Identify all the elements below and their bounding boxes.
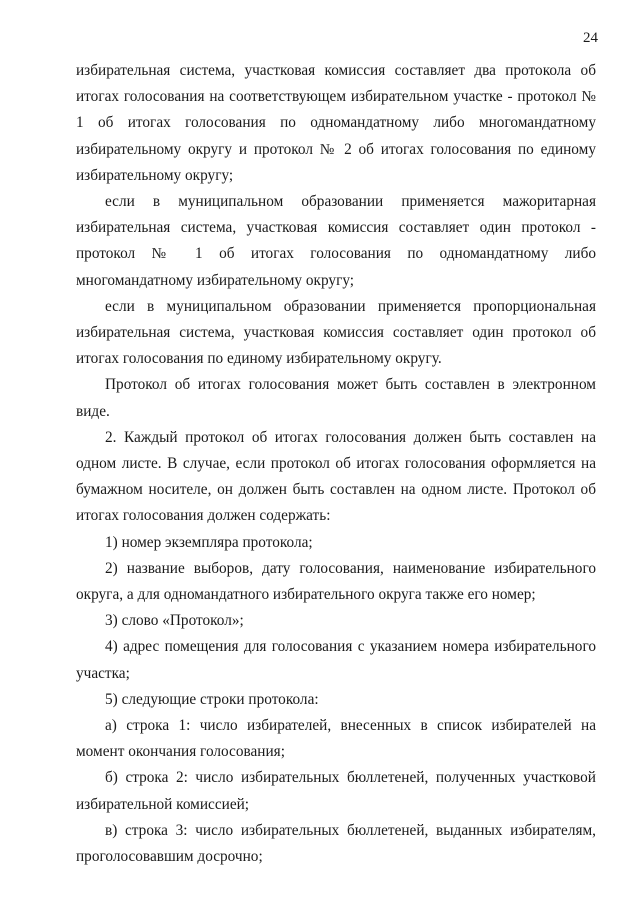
document-body [76, 58, 596, 870]
paragraph-3: если в муниципальном образовании применяется пропорциональная избирательная система, участковая комиссия составляет один протокол об итогах голосования по единому избирательному округу. [76, 297, 596, 368]
paragraph-2: если в муниципальном образовании применяется мажоритарная избирательная система, участковая комиссия составляет один протокол - протокол № 1 об итогах голосования по одномандатному либо многомандатному избирательному округу; [76, 193, 596, 289]
page-number: 24 [583, 30, 598, 46]
list-item-4: 4) адрес помещения для голосования с указанием номера избирательного участка; [76, 638, 596, 682]
list-item-2: 2) название выборов, дату голосования, наименование избирательного округа, а для одномандатного избирательного округа также его номер; [76, 559, 596, 604]
sub-item-a: а) строка 1: число избирателей, внесенных в список избирателей на момент окончания голосования; [76, 717, 596, 761]
list-item-1: 1) номер экземпляра протокола; [105, 533, 313, 551]
paragraph-5: 2. Каждый протокол об итогах голосования должен быть составлен на одном листе. В случае, если протокол об итогах голосования оформляется на бумажном носителе, он должен быть составлен на одном листе. Протокол об итогах голосования должен содержать: [76, 428, 596, 525]
paragraph-4: Протокол об итогах голосования может быть составлен в электронном виде. [76, 376, 596, 420]
paragraph-1: избирательная система, участковая комиссия составляет два протокола об итогах голосования на соответствующем избирательном участке - протокол № 1 об итогах голосования по одномандатному либо многомандатному избирательному округу и протокол № 2 об итогах голосования по единому избирательному округу; [76, 62, 596, 184]
sub-item-c: в) строка 3: число избирательных бюллетеней, выданных избирателям, проголосовавшим досрочно; [76, 821, 596, 866]
list-item-5: 5) следующие строки протокола: [105, 690, 319, 708]
list-item-3: 3) слово «Протокол»; [105, 612, 244, 630]
sub-item-b: б) строка 2: число избирательных бюллетеней, полученных участковой избирательной комиссией; [76, 769, 596, 813]
